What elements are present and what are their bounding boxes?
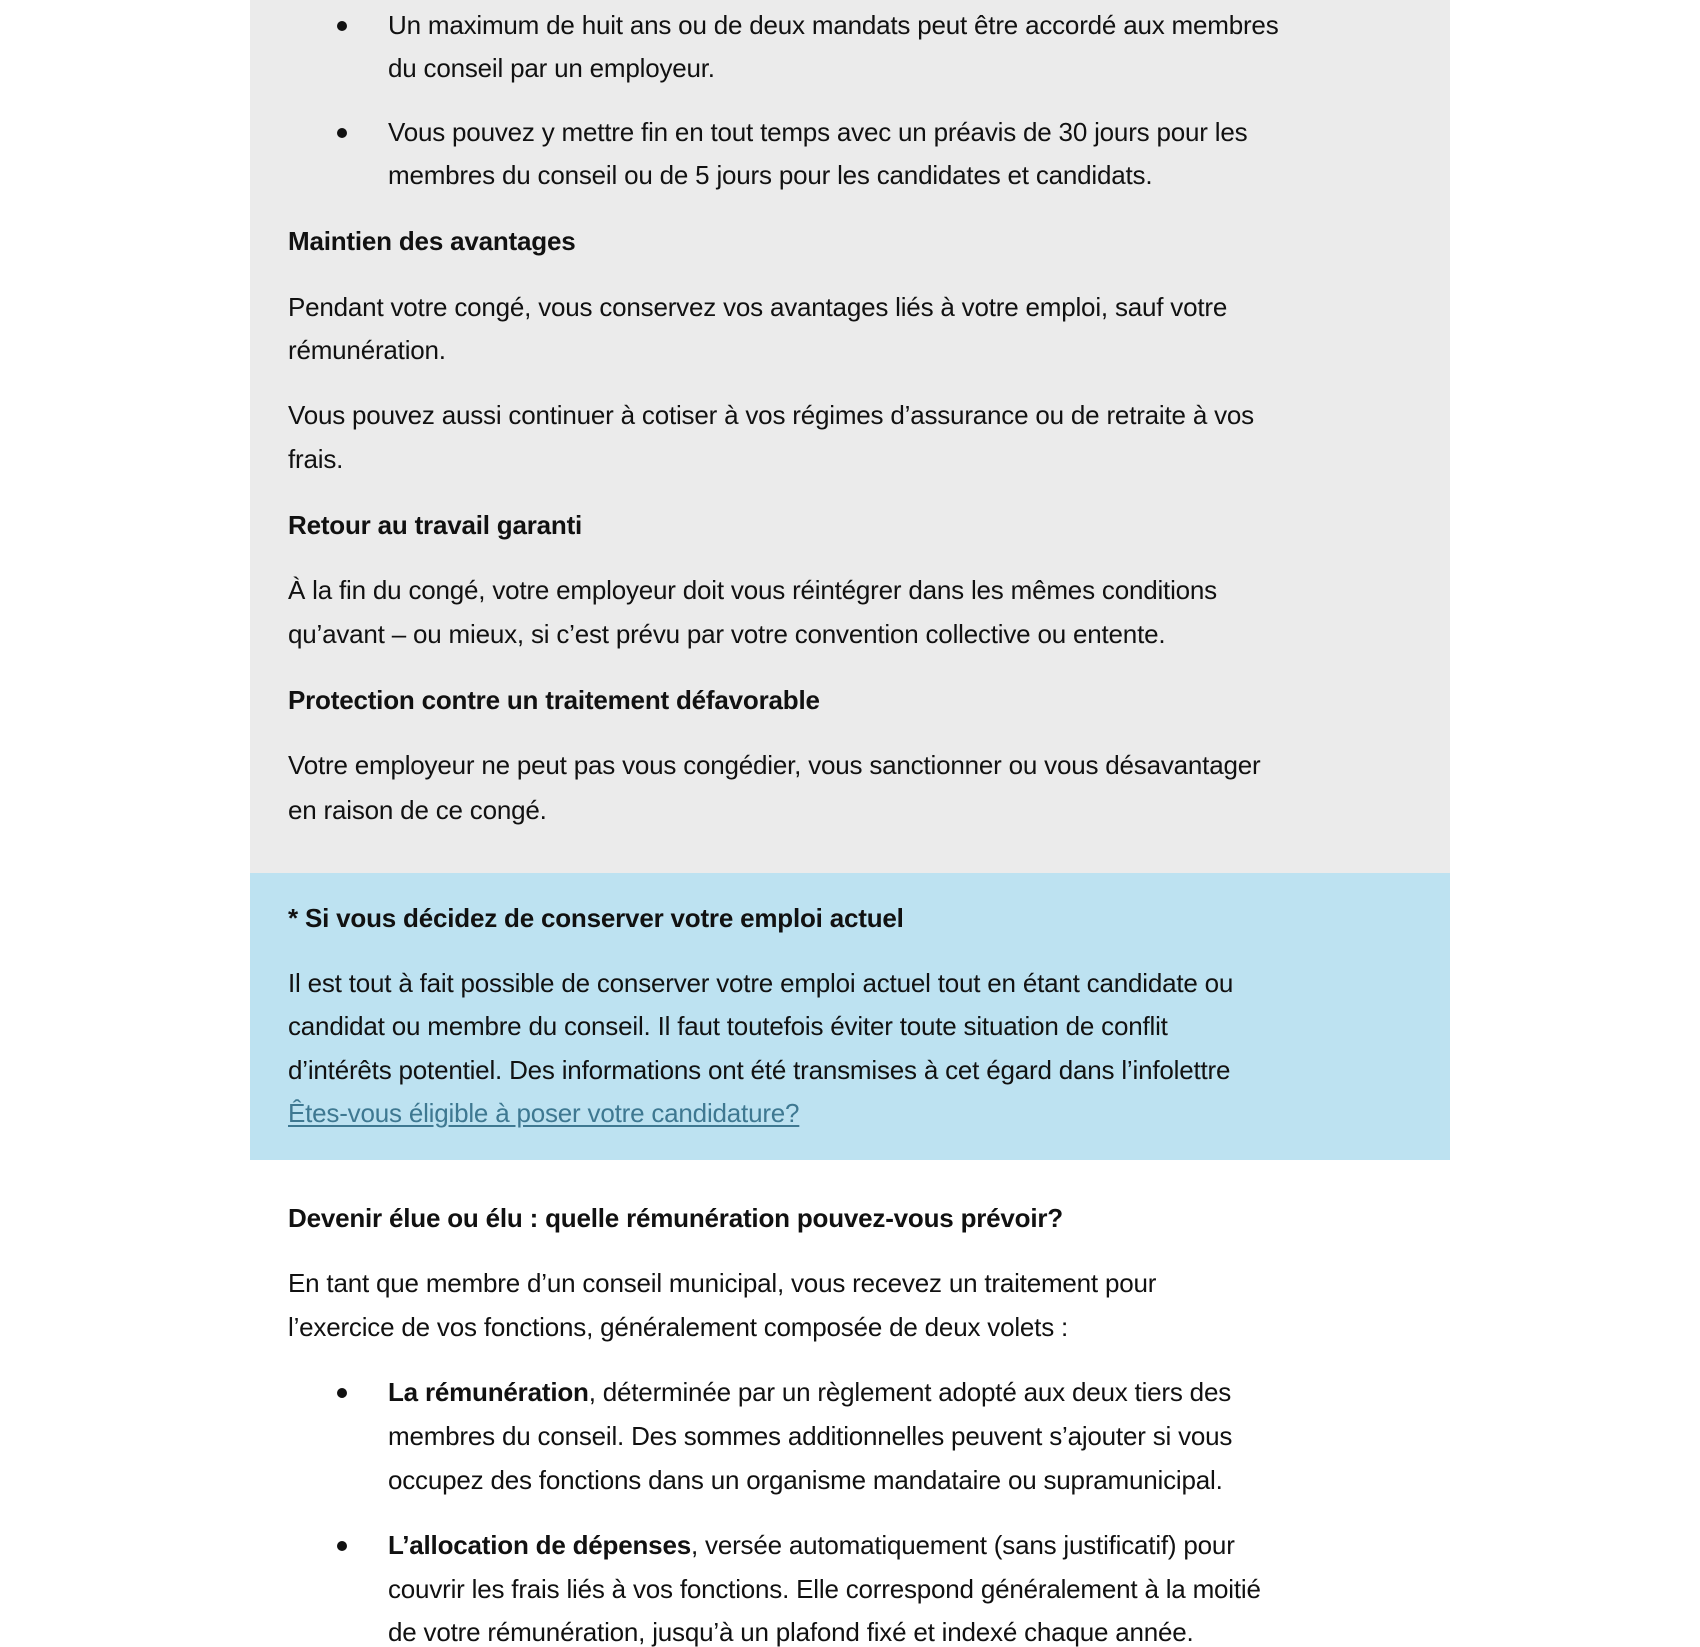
section-heading: Protection contre un traitement défavorable <box>288 685 820 715</box>
bullet-icon <box>337 21 347 31</box>
paragraph-line: Il est tout à fait possible de conserver votre emploi actuel tout en étant candidate ou <box>288 968 1234 998</box>
paragraph-line: l’exercice de vos fonctions, généralement composée de deux volets : <box>288 1312 1069 1342</box>
paragraph-line: d’intérêts potentiel. Des informations ont été transmises à cet égard dans l’infolettre <box>288 1055 1231 1085</box>
bullet-icon <box>337 128 347 138</box>
section-heading: Devenir élue ou élu : quelle rémunération pouvez-vous prévoir? <box>288 1203 1063 1233</box>
callout-heading: * Si vous décidez de conserver votre emploi actuel <box>288 903 904 933</box>
paragraph-line: en raison de ce congé. <box>288 795 547 825</box>
paragraph-line: rémunération. <box>288 335 446 365</box>
bullet-icon <box>337 1541 347 1551</box>
bullet-rest: , versée automatiquement (sans justificatif) pour <box>690 1530 1235 1560</box>
section-heading: Maintien des avantages <box>288 226 576 256</box>
bullet-text: couvrir les frais liés à vos fonctions. Elle correspond généralement à la moitié <box>388 1574 1261 1604</box>
paragraph-line: qu’avant – ou mieux, si c’est prévu par votre convention collective ou entente. <box>288 619 1166 649</box>
paragraph-line: Votre employeur ne peut pas vous congédier, vous sanctionner ou vous désavantager <box>288 750 1261 780</box>
bullet-text <box>388 1530 1235 1560</box>
section-heading: Retour au travail garanti <box>288 510 583 540</box>
bullet-text: Vous pouvez y mettre fin en tout temps avec un préavis de 30 jours pour les <box>388 117 1248 147</box>
paragraph-line: En tant que membre d’un conseil municipal, vous recevez un traitement pour <box>288 1268 1157 1298</box>
bullet-rest: , déterminée par un règlement adopté aux deux tiers des <box>588 1377 1232 1407</box>
bullet-icon <box>337 1388 347 1398</box>
bullet-bold-term: L’allocation de dépenses <box>388 1530 691 1560</box>
bullet-text: de votre rémunération, jusqu’à un plafond fixé et indexé chaque année. <box>388 1617 1194 1647</box>
paragraph-line: frais. <box>288 444 344 474</box>
paragraph-line: Vous pouvez aussi continuer à cotiser à vos régimes d’assurance ou de retraite à vos <box>288 400 1254 430</box>
infolettre-link[interactable]: Êtes-vous éligible à poser votre candidature? <box>288 1098 800 1128</box>
paragraph-line: À la fin du congé, votre employeur doit vous réintégrer dans les mêmes conditions <box>288 575 1217 605</box>
bullet-text: membres du conseil ou de 5 jours pour les candidates et candidats. <box>388 160 1153 190</box>
bullet-bold-term: La rémunération <box>388 1377 589 1407</box>
bullet-text: occupez des fonctions dans un organisme mandataire ou supramunicipal. <box>388 1465 1223 1495</box>
bullet-text: Un maximum de huit ans ou de deux mandats peut être accordé aux membres <box>388 10 1279 40</box>
paragraph-line: Pendant votre congé, vous conservez vos avantages liés à votre emploi, sauf votre <box>288 292 1228 322</box>
bullet-text: membres du conseil. Des sommes additionnelles peuvent s’ajouter si vous <box>388 1421 1233 1451</box>
bullet-text <box>388 1377 1231 1407</box>
bullet-text: du conseil par un employeur. <box>388 53 715 83</box>
paragraph-line: candidat ou membre du conseil. Il faut toutefois éviter toute situation de conflit <box>288 1011 1168 1041</box>
